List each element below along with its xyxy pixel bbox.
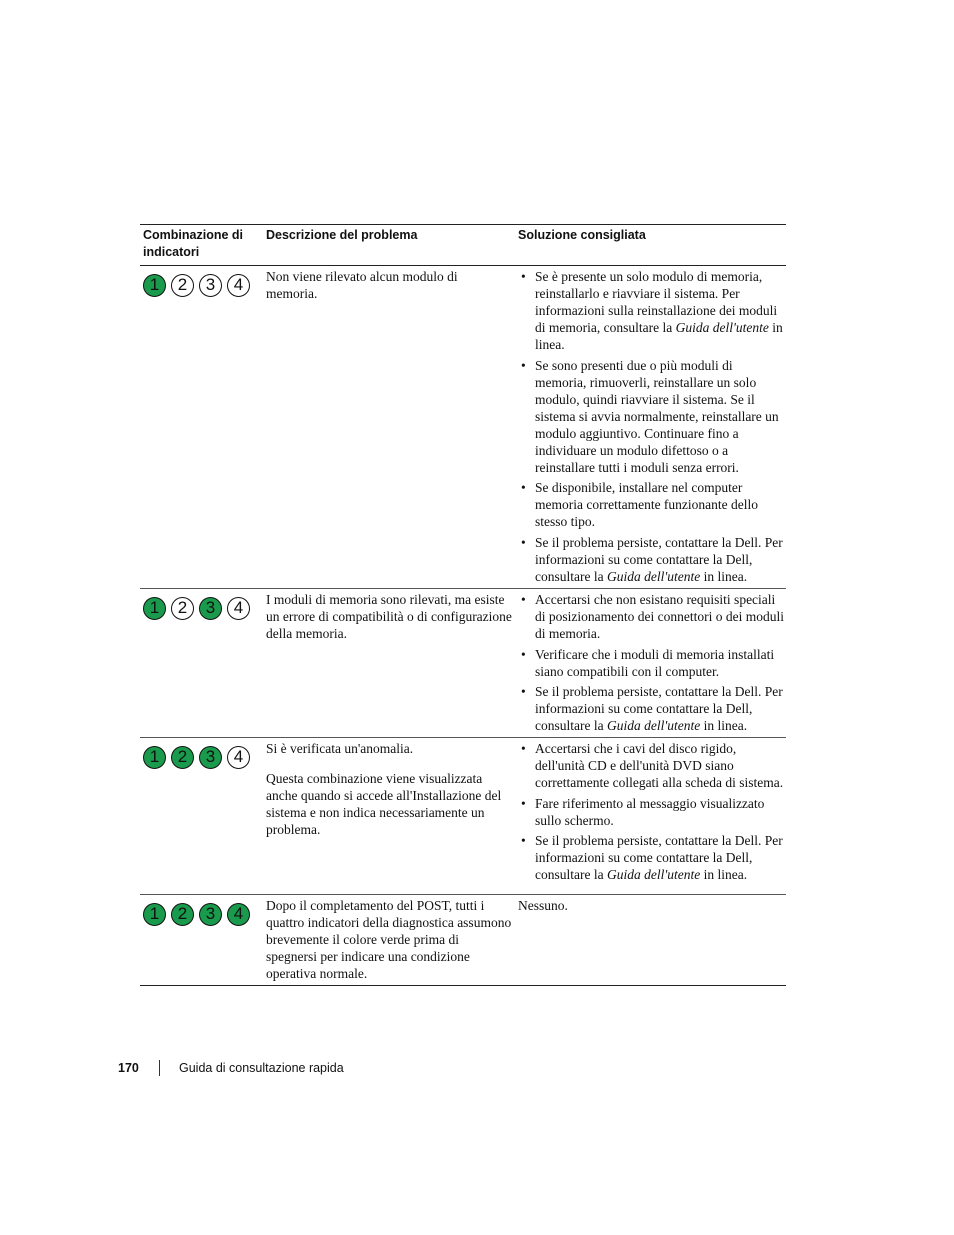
- description-note: Questa combinazione viene visualizzata anche quando si accede all'Installazione del sistema e non indica necessariamente un problema.: [266, 771, 502, 837]
- diagnostic-light-2: 2: [171, 274, 194, 297]
- diagnostic-light-2: 2: [171, 746, 194, 769]
- diagnostic-light-3: 3: [199, 274, 222, 297]
- solution-item: • Verificare che i moduli di memoria installati siano compatibili con il computer.: [518, 646, 784, 680]
- diagnostic-light-1: 1: [143, 903, 166, 926]
- diagnostic-light-3: 3: [199, 903, 222, 926]
- solution-item: • Se il problema persiste, contattare la Dell. Per informazioni su come contattare la Dell, consultare la Guida dell'utente in linea.: [518, 683, 784, 734]
- solution-item: • Accertarsi che i cavi del disco rigido, dell'unità CD e dell'unità DVD siano correttamente collegati alla scheda di sistema.: [518, 740, 784, 791]
- solution-text: Nessuno.: [518, 898, 568, 913]
- recommended-solution: [518, 268, 784, 588]
- solution-item: • Accertarsi che non esistano requisiti speciali di posizionamento dei connettori o dei moduli di memoria.: [518, 591, 784, 642]
- solution-item: • Se sono presenti due o più moduli di memoria, rimuoverli, reinstallare un solo modulo, quindi riavviare il sistema. Se il sistema si avvia normalmente, reinstallare un modulo aggiuntivo. Continuare fino a individuare un modulo difettoso o a reinstallare tutti i moduli senza errori.: [518, 357, 784, 476]
- problem-description: [266, 591, 512, 642]
- footer-title: Guida di consultazione rapida: [179, 1061, 344, 1075]
- diagnostic-light-1: 1: [143, 746, 166, 769]
- diagnostic-light-2: 2: [171, 597, 194, 620]
- table-row: [140, 895, 786, 986]
- solution-item: • Se il problema persiste, contattare la Dell. Per informazioni su come contattare la Dell, consultare la Guida dell'utente in linea.: [518, 534, 784, 585]
- recommended-solution: [518, 591, 784, 738]
- table-row: [140, 589, 786, 738]
- header-indicators: Combinazione di indicatori: [143, 228, 243, 259]
- problem-description: [266, 740, 512, 838]
- table-row: [140, 738, 786, 895]
- header-problem: Descrizione del problema: [266, 228, 418, 242]
- description-paragraph: I moduli di memoria sono rilevati, ma esiste un errore di compatibilità o di configurazione della memoria.: [266, 592, 512, 641]
- description-paragraph: Dopo il completamento del POST, tutti i quattro indicatori della diagnostica assumono brevemente il colore verde prima di spegnersi per indicare una condizione operativa normale.: [266, 898, 512, 981]
- diagnostic-light-2: 2: [171, 903, 194, 926]
- table-row: [140, 266, 786, 589]
- description-paragraph: Non viene rilevato alcun modulo di memoria.: [266, 269, 458, 301]
- solution-item: • Se disponibile, installare nel computer memoria correttamente funzionante dello stesso tipo.: [518, 479, 784, 530]
- diagnostic-light-4: 4: [227, 903, 250, 926]
- diagnostic-light-1: 1: [143, 274, 166, 297]
- recommended-solution: [518, 897, 784, 914]
- header-solution: Soluzione consigliata: [518, 228, 646, 242]
- diagnostic-light-4: 4: [227, 597, 250, 620]
- diagnostic-light-3: 3: [199, 746, 222, 769]
- solution-item: • Fare riferimento al messaggio visualizzato sullo schermo.: [518, 795, 784, 829]
- diagnostic-light-4: 4: [227, 746, 250, 769]
- problem-description: [266, 897, 512, 982]
- diagnostic-light-1: 1: [143, 597, 166, 620]
- page-number: 170: [118, 1061, 139, 1075]
- diagnostic-lights-table: [140, 224, 786, 986]
- solution-item: • Se il problema persiste, contattare la Dell. Per informazioni su come contattare la Dell, consultare la Guida dell'utente in linea.: [518, 832, 784, 883]
- diagnostic-light-3: 3: [199, 597, 222, 620]
- recommended-solution: [518, 740, 784, 887]
- table-header-row: [140, 225, 786, 266]
- description-paragraph: Si è verificata un'anomalia.: [266, 741, 414, 756]
- footer-divider: [159, 1060, 160, 1076]
- solution-item: • Se è presente un solo modulo di memoria, reinstallarlo e riavviare il sistema. Per informazioni sulla reinstallazione dei moduli di memoria, consultare la Guida dell'utente in linea.: [518, 268, 784, 353]
- diagnostic-light-4: 4: [227, 274, 250, 297]
- problem-description: [266, 268, 512, 302]
